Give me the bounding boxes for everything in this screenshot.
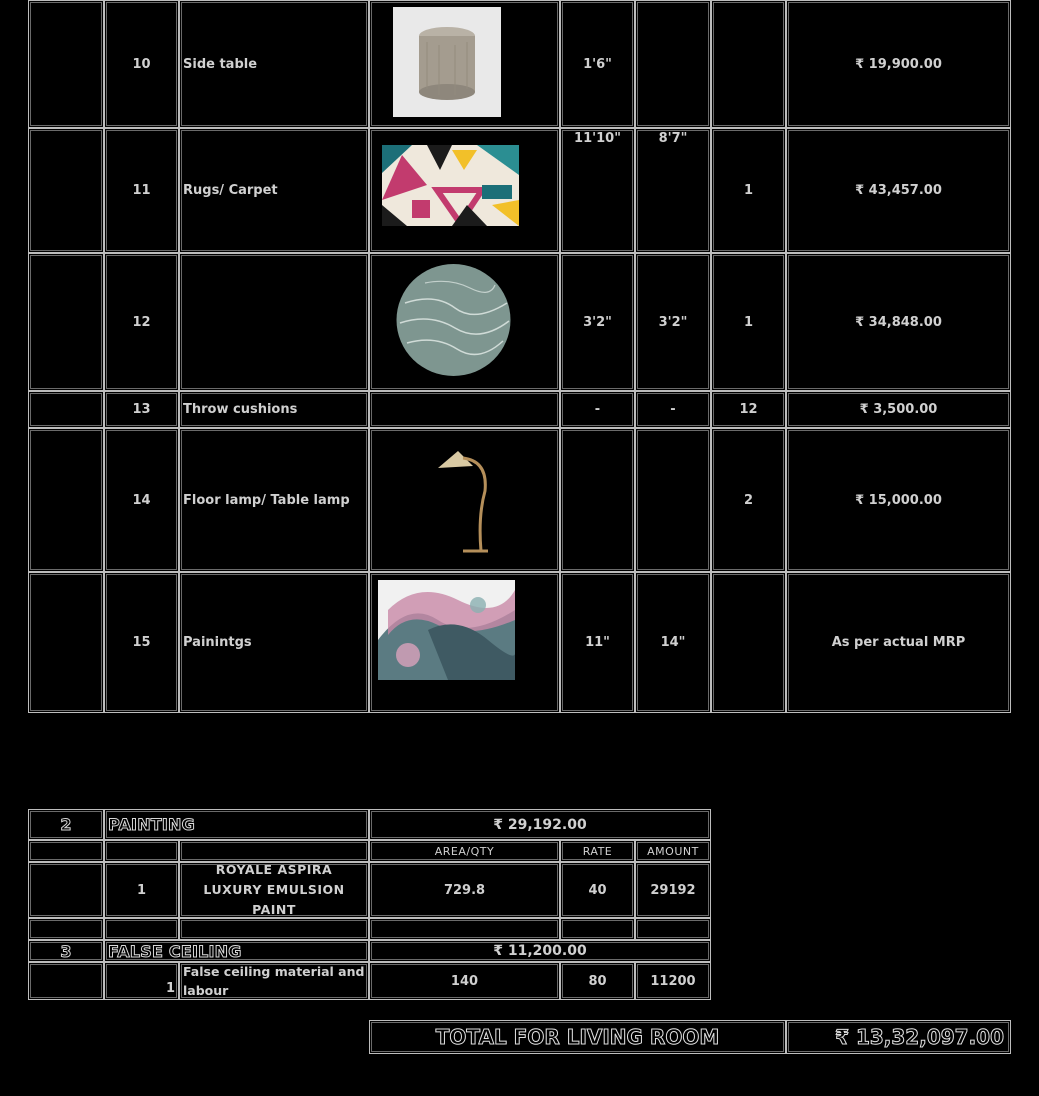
painting-header-rate: RATE: [560, 840, 635, 862]
painting-row-number: 1: [104, 862, 179, 918]
false-ceiling-row-description: False ceiling material and labour: [179, 962, 369, 1000]
painting-row-rate: 40: [560, 862, 635, 918]
painting-image: [378, 580, 515, 680]
painting-row-description: ROYALE ASPIRA LUXURY EMULSION PAINT: [179, 862, 369, 918]
item-quantity: [711, 572, 786, 713]
false-ceiling-section-number: 3: [28, 940, 104, 962]
item-length: 11'10": [560, 128, 635, 253]
false-ceiling-row-blank: [28, 962, 104, 1000]
painting-spacer-cell: [104, 918, 179, 940]
item-blank-cell: [28, 128, 104, 253]
item-width: [635, 0, 711, 128]
false-ceiling-section-total: ₹ 11,200.00: [369, 940, 711, 962]
item-name: Painintgs: [179, 572, 369, 713]
item-quantity: 1: [711, 128, 786, 253]
item-price: ₹ 3,500.00: [786, 391, 1011, 428]
item-price: ₹ 43,457.00: [786, 128, 1011, 253]
item-name: [179, 253, 369, 391]
item-length: -: [560, 391, 635, 428]
painting-section-title: PAINTING: [104, 809, 369, 840]
item-blank-cell: [28, 428, 104, 572]
item-length: 1'6": [560, 0, 635, 128]
item-blank-cell: [28, 572, 104, 713]
item-number: 13: [104, 391, 179, 428]
painting-row-amount: 29192: [635, 862, 711, 918]
item-width: 3'2": [635, 253, 711, 391]
painting-section-total: ₹ 29,192.00: [369, 809, 711, 840]
item-number: 10: [104, 0, 179, 128]
painting-header-amount: AMOUNT: [635, 840, 711, 862]
side-table-image: [393, 7, 501, 117]
item-quantity: [711, 0, 786, 128]
item-blank-cell: [28, 0, 104, 128]
grand-total-value: ₹ 13,32,097.00: [786, 1020, 1011, 1054]
item-price: ₹ 15,000.00: [786, 428, 1011, 572]
painting-row-area: 729.8: [369, 862, 560, 918]
item-quantity: 12: [711, 391, 786, 428]
item-name: Side table: [179, 0, 369, 128]
item-length: 3'2": [560, 253, 635, 391]
item-price: ₹ 19,900.00: [786, 0, 1011, 128]
painting-row-blank: [28, 862, 104, 918]
item-width: 8'7": [635, 128, 711, 253]
item-name: Throw cushions: [179, 391, 369, 428]
painting-header-area: AREA/QTY: [369, 840, 560, 862]
item-number: 15: [104, 572, 179, 713]
painting-header-blank: [104, 840, 179, 862]
painting-spacer-cell: [28, 918, 104, 940]
item-width: 14": [635, 572, 711, 713]
false-ceiling-row-amount: 11200: [635, 962, 711, 1000]
item-number: 12: [104, 253, 179, 391]
item-width: [635, 428, 711, 572]
item-quantity: 2: [711, 428, 786, 572]
item-number: 11: [104, 128, 179, 253]
item-blank-cell: [28, 253, 104, 391]
painting-header-blank: [28, 840, 104, 862]
item-quantity: 1: [711, 253, 786, 391]
painting-spacer-cell: [369, 918, 560, 940]
false-ceiling-row-number: 1: [104, 962, 179, 1000]
floor-lamp-image: [433, 446, 493, 556]
round-rug-image: [395, 263, 512, 377]
item-length: 11": [560, 572, 635, 713]
grand-total-label: TOTAL FOR LIVING ROOM: [369, 1020, 786, 1054]
painting-spacer-cell: [179, 918, 369, 940]
painting-spacer-cell: [560, 918, 635, 940]
item-image-cell: [369, 391, 560, 428]
item-price: ₹ 34,848.00: [786, 253, 1011, 391]
rug-image: [382, 145, 519, 226]
item-name: Rugs/ Carpet: [179, 128, 369, 253]
painting-spacer-cell: [635, 918, 711, 940]
item-blank-cell: [28, 391, 104, 428]
painting-section-number: 2: [28, 809, 104, 840]
false-ceiling-row-area: 140: [369, 962, 560, 1000]
item-length: [560, 428, 635, 572]
false-ceiling-row-rate: 80: [560, 962, 635, 1000]
item-number: 14: [104, 428, 179, 572]
item-width: -: [635, 391, 711, 428]
item-price: As per actual MRP: [786, 572, 1011, 713]
false-ceiling-section-title: FALSE CEILING: [104, 940, 369, 962]
item-name: Floor lamp/ Table lamp: [179, 428, 369, 572]
painting-header-blank: [179, 840, 369, 862]
